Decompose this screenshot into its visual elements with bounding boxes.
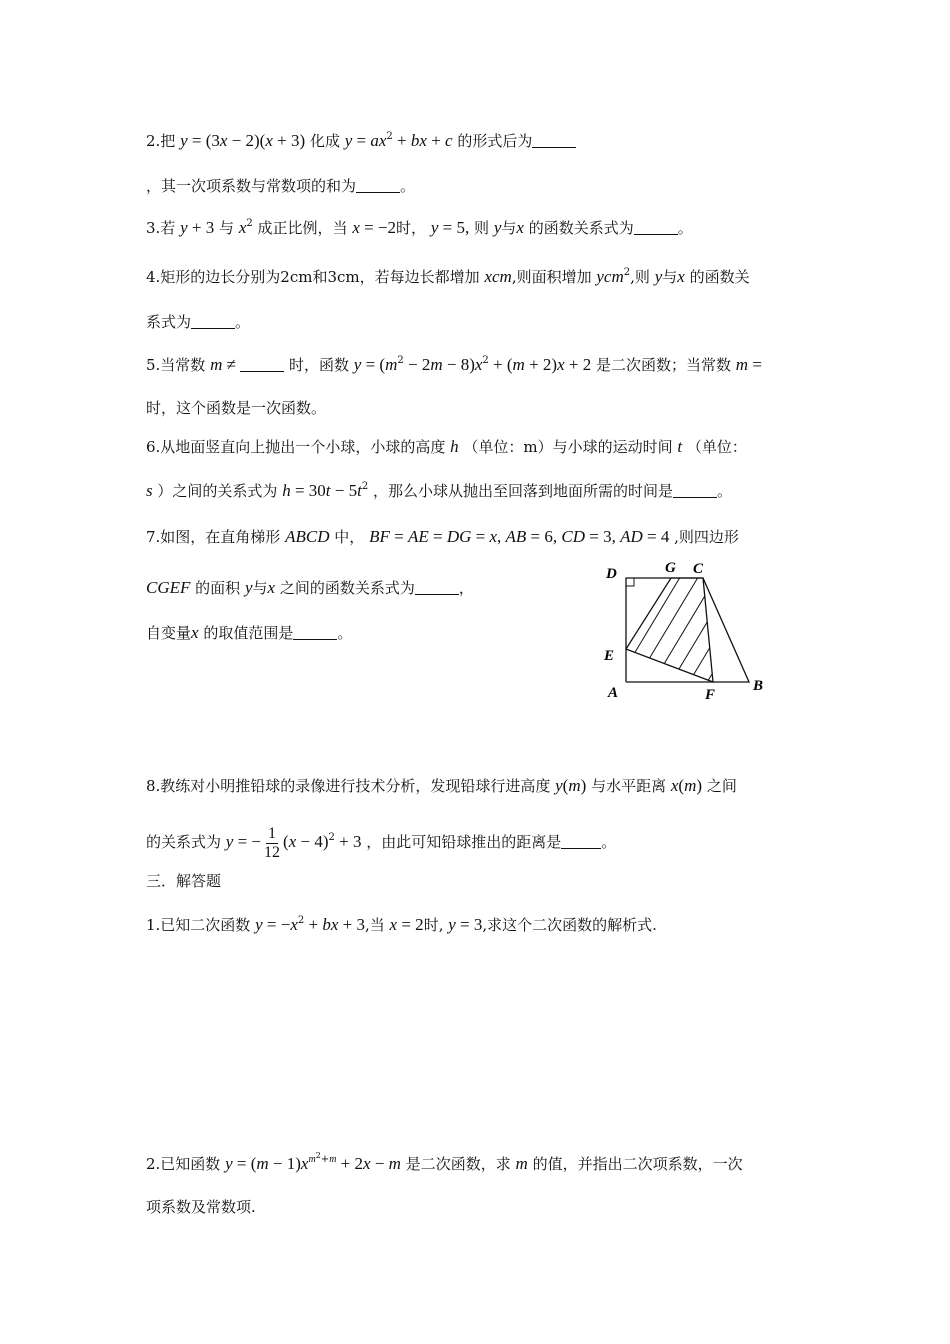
q7-blank-1[interactable] xyxy=(415,579,459,595)
label-C: C xyxy=(693,561,704,577)
q2-line2: ，其一次项系数与常数项的和为 。 xyxy=(146,177,416,195)
q4-blank[interactable] xyxy=(191,313,235,329)
q2-blank-2[interactable] xyxy=(356,177,400,193)
q7-blank-2[interactable] xyxy=(293,624,337,640)
a2-line2: 项系数及常数项. xyxy=(146,1198,256,1216)
label-F: F xyxy=(705,687,716,703)
q4-line1: 4.矩形的边长分别为2cm和3cm，若每边长都增加 xcm,则面积增加 ycm$^2$,则 y与x 的函数关 xyxy=(146,267,750,286)
right-angle-mark xyxy=(626,578,634,586)
label-G: G xyxy=(665,560,676,576)
q5-blank-1[interactable] xyxy=(240,356,284,372)
q8-line2: 的关系式为 y = − $\frac{1}{12}$ $(x - 4)^2 + 3$ ，由此可知铅球推出的距离是 。 xyxy=(146,824,617,861)
a1-line1: 1.已知二次函数 $y = -x^2$ + bx + 3,当 x = 2时, y = 3,求这个二次函数的解析式. xyxy=(146,915,657,934)
q8-blank[interactable] xyxy=(561,833,601,849)
q3-line1: 3.若 y + 3 与 $x^2$ 成正比例，当 x = −2时， y = 5, 则 y与x 的函数关系式为 。 xyxy=(146,218,693,237)
q6-line1: 6.从地面竖直向上抛出一个小球，小球的高度 h （单位：m）与小球的运动时间 t （单位： xyxy=(146,437,747,456)
q6-blank[interactable] xyxy=(673,482,717,498)
q7-line2: CGEF 的面积 y与x 之间的函数关系式为 ， xyxy=(146,578,474,597)
q5-line2: 时，这个函数是一次函数。 xyxy=(146,399,327,417)
q2-blank-1[interactable] xyxy=(532,132,576,148)
q3-blank[interactable] xyxy=(634,219,678,235)
q4-line2: 系式为 。 xyxy=(146,313,251,331)
trapezoid-abcd xyxy=(626,578,749,682)
a2-line1: 2.已知函数 $y = (m - 1)x^{m^2+m} + 2x - m$ 是二次函数，求 m 的值，并指出二次项系数，一次 xyxy=(146,1151,743,1173)
quad-cgef xyxy=(626,578,713,682)
q8-fraction: $\frac{1}{12}$ xyxy=(264,824,281,861)
q2-line1: 2.把 y = (3x − 2)(x + 3) 化成 $y = ax^2$ + bx + c 的形式后为 xyxy=(146,131,576,151)
label-E: E xyxy=(604,648,615,664)
q8-line1: 8.教练对小明推铅球的录像进行技术分析，发现铅球行进高度 y(m) 与水平距离 x(m) 之间 xyxy=(146,776,737,795)
q5-line1: 5.当常数 m ≠ 时，函数 $y = (m^2 - 2m - 8)x^2 + (m + 2)x + 2$ 是二次函数；当常数 m = xyxy=(146,355,762,374)
label-B: B xyxy=(753,678,764,694)
q7-line1: 7.如图，在直角梯形 ABCD 中， BF = AE = DG = x, AB = 6, CD = 3, AD = 4 ,则四边形 xyxy=(146,527,739,546)
q7-line3: 自变量x 的取值范围是 。 xyxy=(146,623,353,642)
section-3-title: 三．解答题 xyxy=(146,872,222,890)
trapezoid-figure xyxy=(596,554,776,704)
label-D: D xyxy=(606,566,617,582)
q6-line2: s ）之间的关系式为 $h = 30t - 5t^2$ ，那么小球从抛出至回落到地面所需的时间是 。 xyxy=(146,481,733,500)
label-A: A xyxy=(608,685,619,701)
